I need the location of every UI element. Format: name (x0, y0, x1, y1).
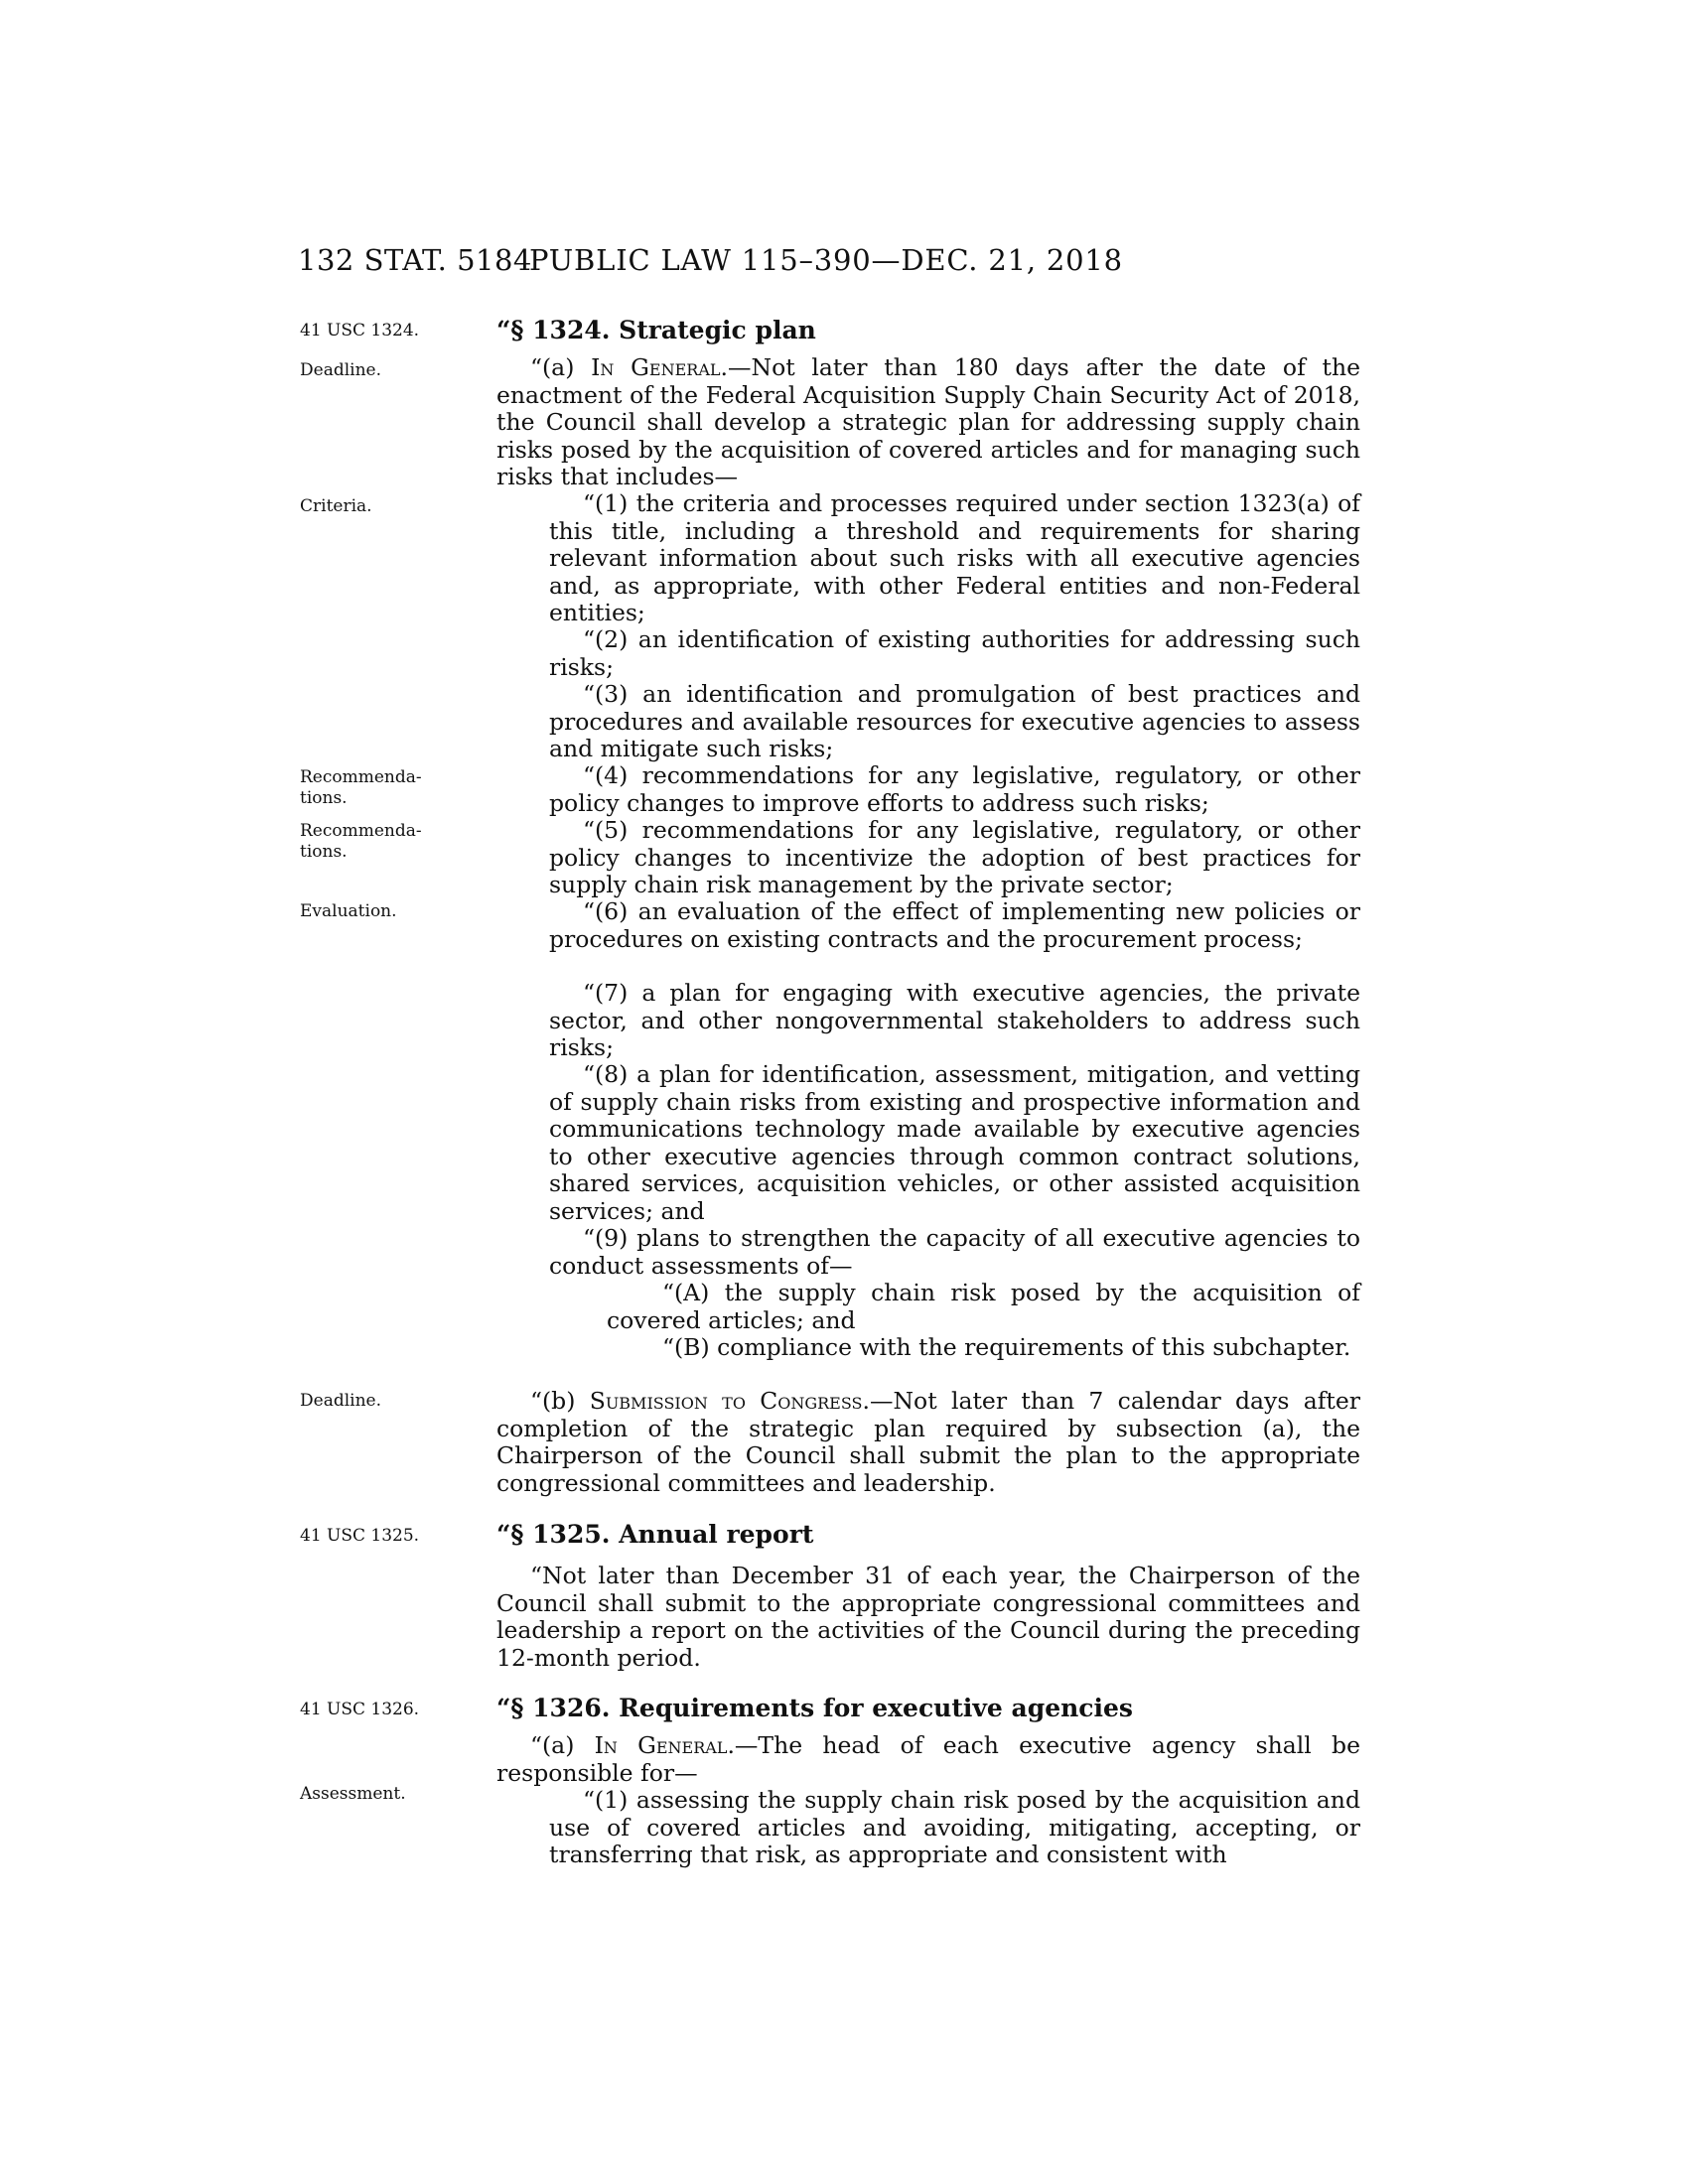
margin-note-deadline: Deadline. (300, 1391, 381, 1411)
margin-note-usc-1326: 41 USC 1326. (300, 1700, 420, 1719)
subsection-open: “(b) (530, 1387, 590, 1415)
subsection-label: Submission to Congress (589, 1387, 863, 1415)
stat-page-number: 132 STAT. 5184 (298, 243, 532, 277)
subsection-1326-a (496, 1732, 1360, 1787)
subsection-text: .—Not later than 7 calendar days after completion of the strategic plan required by subsection (a), the Chairperson of the Council shall submit the plan to the appropriate congressional committees and leadership. (496, 1387, 1360, 1497)
subsection-label: In General (594, 1731, 728, 1759)
clause-1324-a-9-B: “(B) compliance with the requirements of this subchapter. (662, 1333, 1351, 1361)
margin-note-deadline: Deadline. (300, 360, 381, 380)
margin-note-recommendations: Recommenda- tions. (300, 767, 422, 808)
margin-note-recommendations: Recommenda- tions. (300, 821, 422, 862)
subsection-open: “(a) (530, 1731, 595, 1759)
section-heading-1325: “§ 1325. Annual report (496, 1520, 814, 1549)
running-header (298, 243, 1410, 283)
margin-note-usc-1324: 41 USC 1324. (300, 321, 420, 341)
subsection-open: “(a) (530, 353, 592, 381)
section-heading-1324: “§ 1324. Strategic plan (496, 316, 816, 344)
paragraph-1324-a-6: “(6) an evaluation of the effect of implementing new policies or procedures on existing contracts and the procurement process; (549, 897, 1360, 953)
section-1325-text: “Not later than December 31 of each year, the Chairperson of the Council shall submit to the appropriate congressional committees and leadership a report on the activities of the Council during the preceding 12-month period. (496, 1562, 1360, 1672)
paragraph-1324-a-5: “(5) recommendations for any legislative, regulatory, or other policy changes to incentivize the adoption of best practices for supply chain risk management by the private sector; (549, 816, 1360, 899)
margin-note-usc-1325: 41 USC 1325. (300, 1526, 420, 1546)
paragraph-1324-a-7: “(7) a plan for engaging with executive agencies, the private sector, and other nongovernmental stakeholders to address such risks; (549, 979, 1360, 1062)
subsection-text: .—The head of each executive agency shall be responsible for— (496, 1731, 1360, 1787)
paragraph-1324-a-9: “(9) plans to strengthen the capacity of all executive agencies to conduct assessments of— (549, 1224, 1360, 1280)
paragraph-1324-a-2: “(2) an identification of existing authorities for addressing such risks; (549, 625, 1360, 681)
margin-note-evaluation: Evaluation. (300, 901, 397, 921)
subsection-text: .—Not later than 180 days after the date of the enactment of the Federal Acquisition Supply Chain Security Act of 2018, the Council shall develop a strategic plan for addressing supply chain risks posed by the acquisition of covered articles and for managing such risks that includes— (496, 353, 1360, 491)
clause-1324-a-9-A: “(A) the supply chain risk posed by the acquisition of covered articles; and (607, 1279, 1360, 1334)
subsection-label: In General (591, 353, 721, 381)
subsection-1324-a (496, 354, 1360, 491)
public-law-citation: PUBLIC LAW 115–390—DEC. 21, 2018 (529, 243, 1123, 277)
paragraph-1324-a-1: “(1) the criteria and processes required under section 1323(a) of this title, including a threshold and requirements for sharing relevant information about such risks with all executive agencies and, as appropriate, with other Federal entities and non-Federal entities; (549, 489, 1360, 627)
paragraph-1324-a-3: “(3) an identification and promulgation of best practices and procedures and available resources for executive agencies to assess and mitigate such risks; (549, 680, 1360, 763)
paragraph-1324-a-4: “(4) recommendations for any legislative, regulatory, or other policy changes to improve efforts to address such risks; (549, 761, 1360, 817)
paragraph-1326-a-1: “(1) assessing the supply chain risk posed by the acquisition and use of covered articles and avoiding, mitigating, accepting, or transferring that risk, as appropriate and consistent with (549, 1786, 1360, 1869)
subsection-1324-b (496, 1388, 1360, 1497)
section-heading-1326: “§ 1326. Requirements for executive agencies (496, 1694, 1133, 1722)
paragraph-1324-a-8: “(8) a plan for identification, assessment, mitigation, and vetting of supply chain risks from existing and prospective information and communications technology made available by executive agencies to other executive agencies through common contract solutions, shared services, acquisition vehicles, or other assisted acquisition services; and (549, 1060, 1360, 1225)
margin-note-criteria: Criteria. (300, 496, 372, 516)
margin-note-assessment: Assessment. (300, 1784, 406, 1804)
